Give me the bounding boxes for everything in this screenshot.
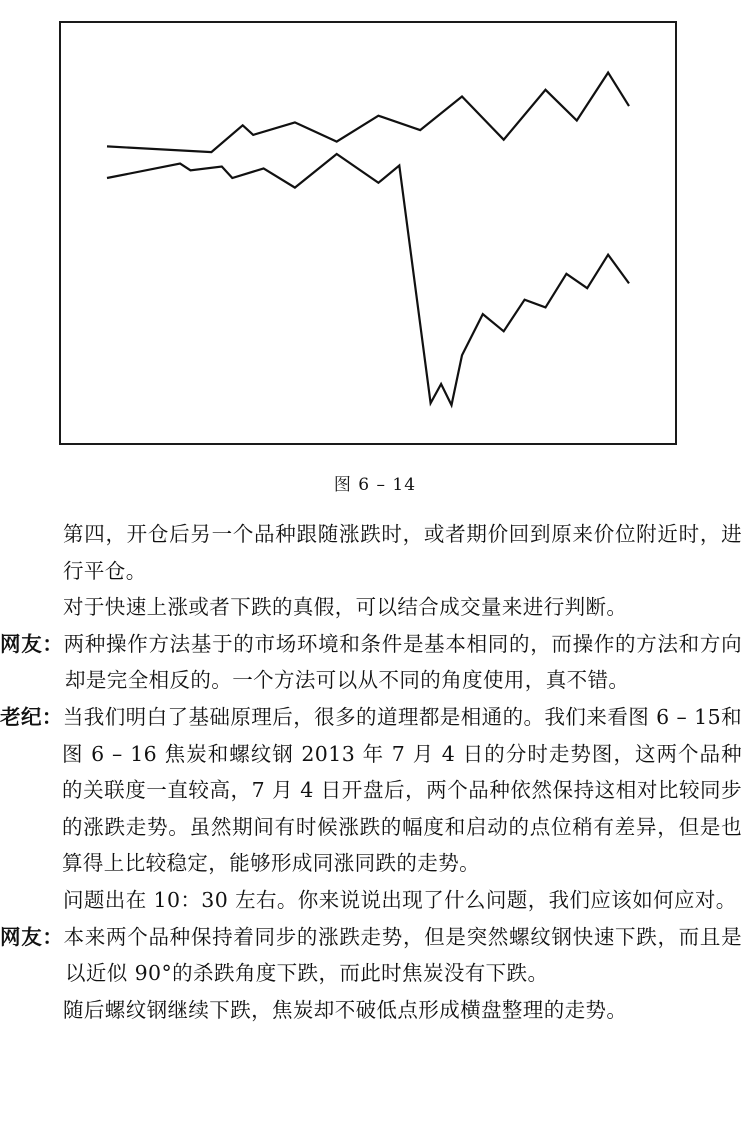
figure-6-14 <box>59 21 677 445</box>
dialogue-text: 当我们明白了基础原理后，很多的道理都是相通的。我们来看图 6 – 15和图 6 – 16 焦炭和螺纹钢 2013 年 7 月 4 日的分时走势图，这两个品种的关联度一直较高，7 月 4 日开盘后，两个品种依然保持这相对比较同步的涨跌走势。虽然期间有时候涨跌的幅度和启动的点位稍有差异，但是也算得上比较稳定，能够形成同涨同跌的走势。 <box>62 704 742 876</box>
line-chart <box>61 23 679 447</box>
paragraph-step-four <box>0 516 750 589</box>
paragraph-followup <box>0 992 750 1029</box>
speaker-label: 老纪： <box>0 704 63 729</box>
dialogue-netizen-1 <box>0 626 750 699</box>
series-line-upper <box>107 73 629 153</box>
paragraph-volume <box>0 589 750 626</box>
speaker-label: 网友： <box>0 924 64 949</box>
dialogue-netizen-2 <box>0 919 750 992</box>
paragraph-text: 第四，开仓后另一个品种跟随涨跌时，或者期价回到原来价位附近时，进行平仓。 <box>63 522 742 583</box>
body-text <box>0 516 750 1028</box>
series-line-lower <box>107 154 629 405</box>
paragraph-question <box>0 882 750 919</box>
dialogue-laoji <box>0 699 750 882</box>
paragraph-text: 随后螺纹钢继续下跌，焦炭却不破低点形成横盘整理的走势。 <box>63 997 628 1022</box>
speaker-label: 网友： <box>0 631 64 656</box>
paragraph-text: 问题出在 10：30 左右。你来说说出现了什么问题，我们应该如何应对。 <box>63 887 737 912</box>
dialogue-text: 两种操作方法基于的市场环境和条件是基本相同的，而操作的方法和方向却是完全相反的。一个方法可以从不同的角度使用，真不错。 <box>63 631 742 693</box>
paragraph-text: 对于快速上涨或者下跌的真假，可以结合成交量来进行判断。 <box>63 595 628 620</box>
figure-caption: 图 6 – 14 <box>333 475 417 495</box>
dialogue-text: 本来两个品种保持着同步的涨跌走势，但是突然螺纹钢快速下跌，而且是以近似 90°的杀跌角度下跌，而此时焦炭没有下跌。 <box>63 924 742 986</box>
